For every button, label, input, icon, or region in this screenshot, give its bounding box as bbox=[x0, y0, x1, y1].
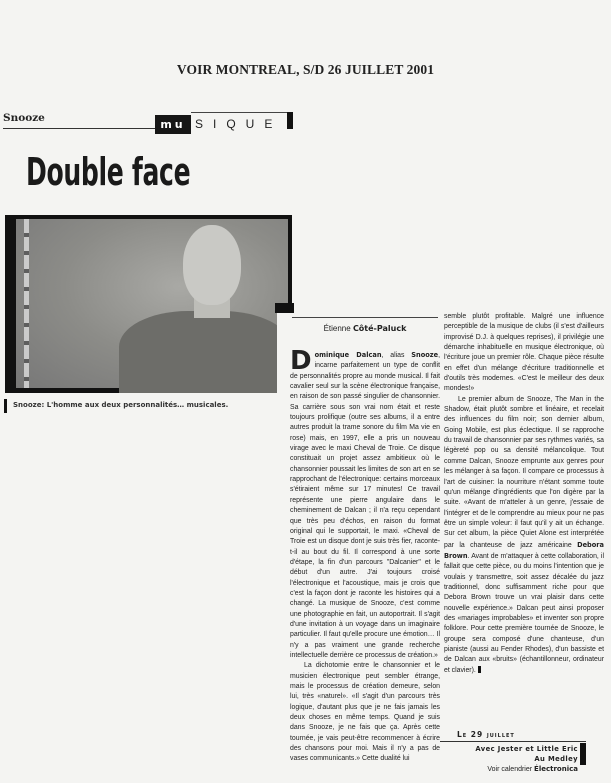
lead-text: , alias bbox=[381, 352, 412, 359]
paragraph-4 bbox=[444, 395, 604, 676]
event-venue: Au Medley bbox=[534, 755, 578, 763]
photo-pole bbox=[24, 219, 29, 388]
end-of-article-mark bbox=[478, 666, 481, 673]
rubric-musique bbox=[155, 112, 293, 134]
publication-masthead: VOIR MONTREAL, S/D 26 JUILLET 2001 bbox=[176, 62, 435, 77]
event-calendar-ref bbox=[440, 764, 578, 775]
byline-rule bbox=[292, 317, 438, 318]
event-rule bbox=[440, 741, 586, 742]
photo-caption: Snooze: L'homme aux deux personnalités… musicales. bbox=[4, 399, 228, 413]
byline bbox=[290, 324, 440, 333]
paragraph-2: La dichotomie entre le chansonnier et le musicien électronique peut sembler étrange, mais le processus de création demeure, selon lui, très «naturel». «Il s'agit d'un parcours très logique, d'autant plus que je ne fais jamais les deux choses en même temps. Quand je suis dans Snooze, je ne fais que ça. Après cette tournée, je vais peut-être recommencer à écrire des chansons pour moi. Mais il n'y a pas de vases communicants.» Cette dualité lui bbox=[290, 662, 440, 763]
paragraph-4-text-b: . Avant de m'attaquer à cette collaboration, il fallait que cette pièce, ou du moins l'intention que je voulais y transmettre, soit assez décalée du jazz traditionnel, donc suffisamment riche pour que Debora Brown trouve un vrai plaisir dans cette nouvelle expérience.» Dalcan peut ainsi proposer des «mariages improbables» et inventer son propre folklore. Pour cette première tournée de Snooze, le groupe sera composé d'une chanteuse, d'un pianiste (aussi au Fender Rhodes), d'un bassiste et de Dalcan aux «bruits» (échantillonneur, ordinateur et clavier). bbox=[444, 552, 604, 674]
lead-name: ominique Dalcan bbox=[314, 351, 382, 359]
section-label: Snooze bbox=[3, 112, 45, 124]
paragraph-1 bbox=[290, 346, 440, 661]
rubric-top-rule bbox=[191, 112, 293, 113]
article-column-1 bbox=[290, 346, 440, 765]
event-info-box bbox=[440, 730, 600, 775]
paragraph-3: semble plutôt profitable. Malgré une influence perceptible de la musique de clubs (il s'est d'ailleurs improvisé D.J. à quelques reprises), il privilégie une démarche inhabituelle en musique électronique, où l'écriture joue un premier rôle. Chaque pièce résulte en effet d'un mélange d'écriture traditionnelle et d'outils très modernes. «C'est le meilleur des deux mondes!» bbox=[444, 313, 604, 393]
event-details bbox=[440, 744, 578, 775]
article-column-2 bbox=[444, 312, 604, 676]
rubric-light-text: SIQUE bbox=[195, 117, 283, 131]
section-divider bbox=[3, 128, 155, 129]
article-corner-tab bbox=[275, 303, 294, 313]
artist-name: Debora Brown bbox=[444, 540, 604, 560]
article-headline: Double face bbox=[26, 150, 191, 194]
paragraph-1-text: , incarne parfaitement un type de conflit de personnalités propre au monde musical. Il fait cavalier seul sur la scène électronique française, en raison de son passé singulier de chansonnier. Sa carrière sous son vrai nom était et reste toujours prolifique (outre ses albums, il a entre autres produit la trame sonore du film Ma vie en rose) mais, en 1997, elle a pris un nouveau virage avec le maxi Cheval de Troie. Ce disque constituait un projet assez ambitieux où le chansonnier poussait les limites de son art en se rapprochant de l'électronique: certains morceaux s'étiraient même sur 17 minutes! Ce travail représente une pierre angulaire dans le cheminement de Dalcan ; il n'a reçu cependant que très peu d'échos, en raison du format original qui le supportait, le maxi. «Cheval de Troie est un disque dont je suis très fier, raconte-t-il au bout du fil. Il correspond à une sorte d'étape, la fin d'un parcours "Dalcanier" et le début d'un autre. J'ai toujours croisé l'électronique et l'acoustique, mais je crois que c'est la façon dont je raconte les histoires qui a changé. La musique de Snooze, c'est comme une photographie en fait, un autoportrait. Il s'agit d'une invitation à un voyage dans un imaginaire particulier. Il faut qu'elle procure une émotion… Il n'y a pas vraiment une grande recherche intellectuelle derrière ce processus de création.» bbox=[290, 352, 440, 659]
event-side-bar bbox=[580, 743, 586, 765]
event-date: Le 29 juillet bbox=[457, 730, 515, 739]
byline-last-name: Côté-Paluck bbox=[352, 324, 407, 333]
calendar-ref-prefix: Voir calendrier bbox=[487, 766, 535, 773]
photo-background bbox=[16, 219, 288, 388]
rubric-dark-block: mu bbox=[155, 115, 191, 134]
lead-alias: Snooze bbox=[411, 351, 439, 359]
event-lineup: Avec Jester et Little Eric bbox=[475, 745, 578, 753]
photo-subject-head bbox=[183, 225, 241, 305]
byline-first-name: Étienne bbox=[323, 324, 351, 333]
paragraph-4-text-a: Le premier album de Snooze, The Man in the Shadow, était plutôt sombre et linéaire, et recelait des influences du film noir; son dernier album, Going Mobile, est plus éclectique. Il se rapproche du travail de chansonnier par ses rythmes variés, sa légèreté pop ou sa densité mélancolique. Tout comme Dalcan, Snooze emprunte aux genres pour les mélanger à sa façon. Il compare ce processus à l'art de cuisiner: la nourriture n'étant somme toute qu'un mélange d'ingrédients que l'on digère par la suite. «Avant de m'atteler à un genre, j'essaie de l'intégrer et de le comprendre au mieux pour ne pas être un simple voleur: il faut qu'il y ait un échange. Sur cet album, la pièce Quiet Alone est interprétée par la chanteuse de jazz américaine bbox=[444, 395, 604, 549]
drop-cap: D bbox=[290, 346, 312, 376]
article-photo bbox=[5, 215, 292, 393]
rubric-end-bar bbox=[287, 112, 293, 129]
calendar-ref-category: Électronica bbox=[534, 765, 578, 773]
photo-subject-body bbox=[119, 311, 291, 393]
